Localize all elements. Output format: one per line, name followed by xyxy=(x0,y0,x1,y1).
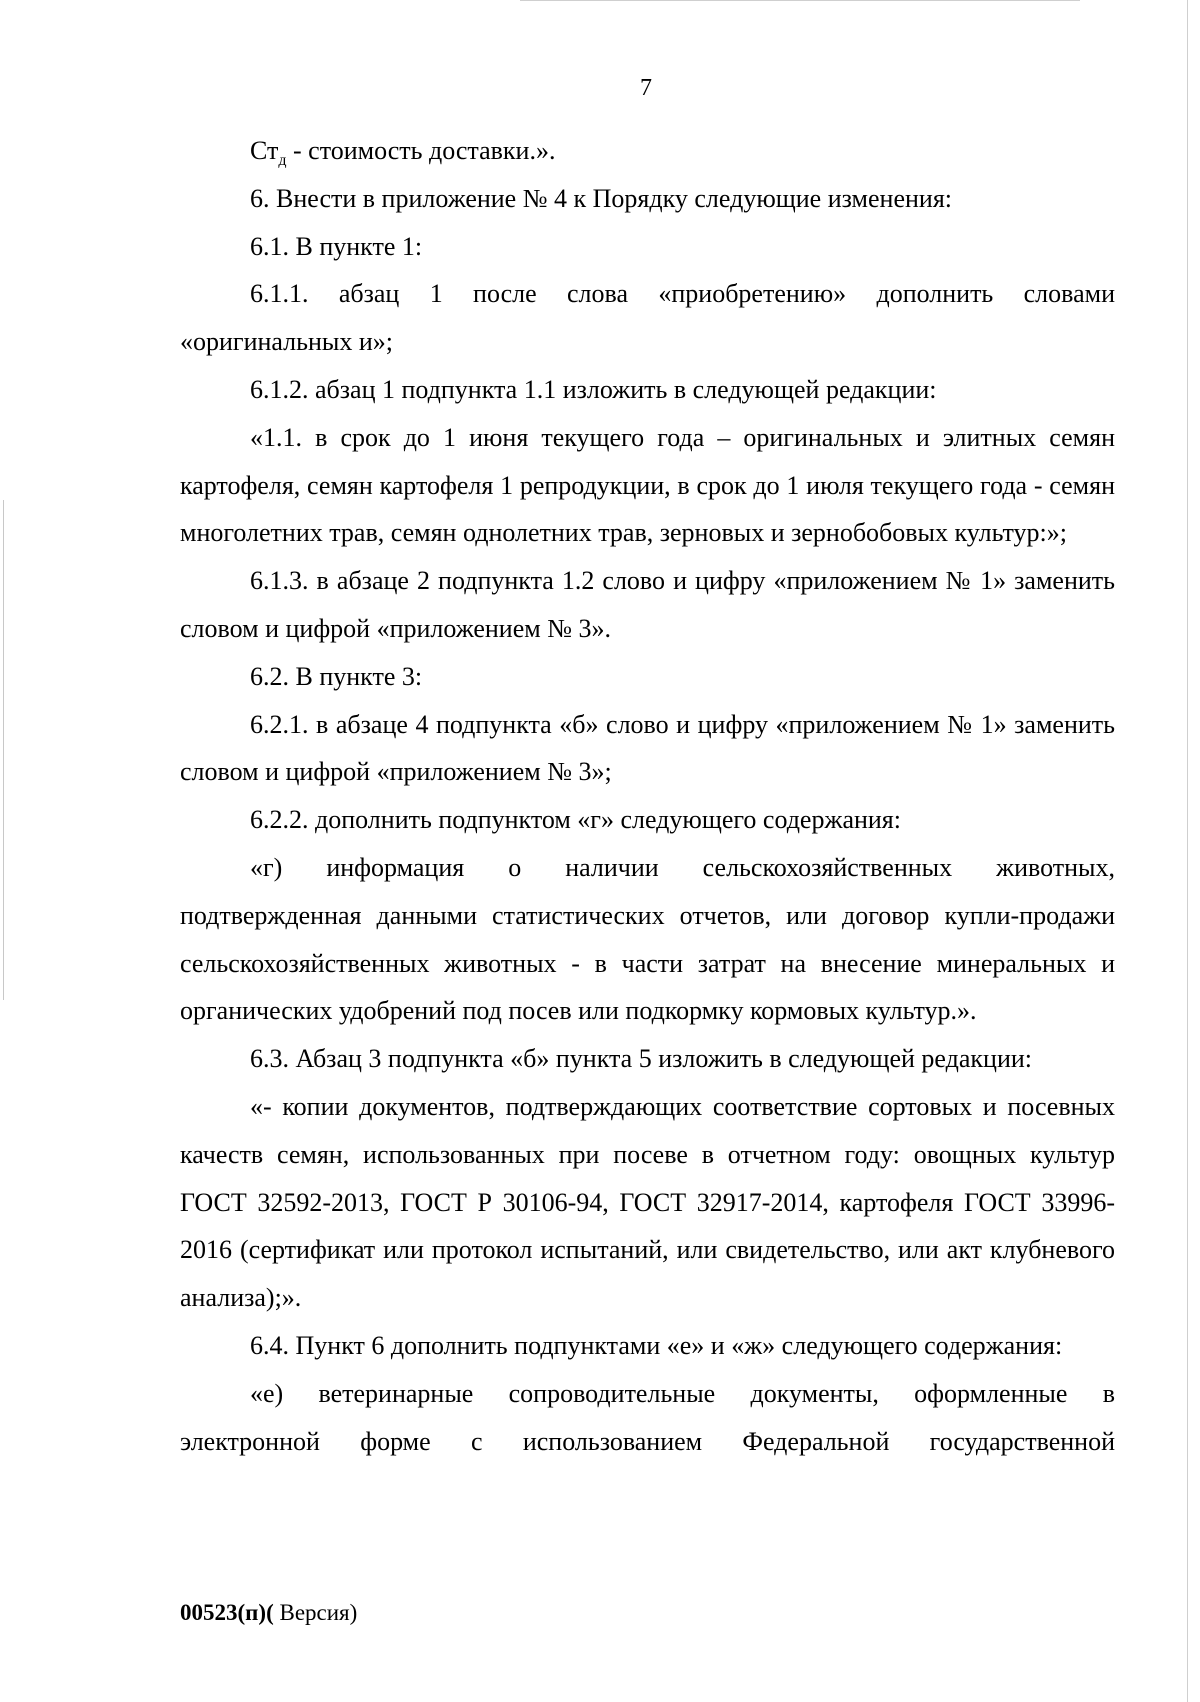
paragraph-6-1-3: 6.1.3. в абзаце 2 подпункта 1.2 слово и цифру «приложением № 1» заменить словом и цифрой «приложением № 3». xyxy=(180,566,1115,643)
paragraph-6: 6. Внести в приложение № 4 к Порядку следующие изменения: xyxy=(250,183,952,213)
scan-edge-right xyxy=(1187,0,1188,1702)
paragraph-quote-documents: «- копии документов, подтверждающих соответствие сортовых и посевных качеств семян, использованных при посеве в отчетном году: овощных культур ГОСТ 32592-2013, ГОСТ Р 30106-94, ГОСТ 32917-2014, картофеля ГОСТ 33996-2016 (сертификат или протокол испытаний, или свидетельство, или акт клубневого анализа);». xyxy=(180,1091,1115,1313)
document-footer xyxy=(180,1598,357,1628)
paragraph-quote-e: «е) ветеринарные сопроводительные документы, оформленные в электронной форме с использованием Федеральной государственной xyxy=(180,1378,1115,1456)
cost-definition-text: - стоимость доставки.». xyxy=(286,136,556,165)
document-version: Версия) xyxy=(273,1600,358,1625)
cost-symbol: Ст xyxy=(250,136,279,165)
page-number: 7 xyxy=(640,75,652,101)
paragraph-6-1-1: 6.1.1. абзац 1 после слова «приобретению» дополнить словами «оригинальных и»; xyxy=(180,279,1115,357)
paragraph-6-1: 6.1. В пункте 1: xyxy=(250,231,423,261)
paragraph-6-1-2: 6.1.2. абзац 1 подпункта 1.1 изложить в следующей редакции: xyxy=(250,374,937,404)
paragraph-6-3: 6.3. Абзац 3 подпункта «б» пункта 5 изложить в следующей редакции: xyxy=(250,1044,1032,1074)
paragraph-quote-1-1: «1.1. в срок до 1 июня текущего года – оригинальных и элитных семян картофеля, семян картофеля 1 репродукции, в срок до 1 июля текущего года - семян многолетних трав, семян однолетних трав, зерновых и зернобобовых культур:»; xyxy=(180,422,1115,548)
paragraph-6-2-1: 6.2.1. в абзаце 4 подпункта «б» слово и цифру «приложением № 1» заменить словом и цифрой «приложением № 3»; xyxy=(180,709,1115,787)
paragraph-6-2-2: 6.2.2. дополнить подпунктом «г» следующего содержания: xyxy=(250,805,901,835)
document-code: 00523(п)( xyxy=(180,1600,274,1625)
scan-edge-top xyxy=(520,0,1080,1)
paragraph-cost-definition xyxy=(180,127,1115,175)
document-body xyxy=(180,127,1115,1465)
paragraph-6-2: 6.2. В пункте 3: xyxy=(250,661,423,691)
cost-symbol-subscript: д xyxy=(278,152,287,170)
paragraph-6-4: 6.4. Пункт 6 дополнить подпунктами «е» и «ж» следующего содержания: xyxy=(250,1330,1063,1360)
scan-edge-left xyxy=(3,500,4,1000)
paragraph-quote-g: «г) информация о наличии сельскохозяйственных животных, подтвержденная данными статистических отчетов, или договор купли-продажи сельскохозяйственных животных - в части затрат на внесение минеральных и органических удобрений под посев или подкормку кормовых культур.». xyxy=(180,852,1115,1026)
